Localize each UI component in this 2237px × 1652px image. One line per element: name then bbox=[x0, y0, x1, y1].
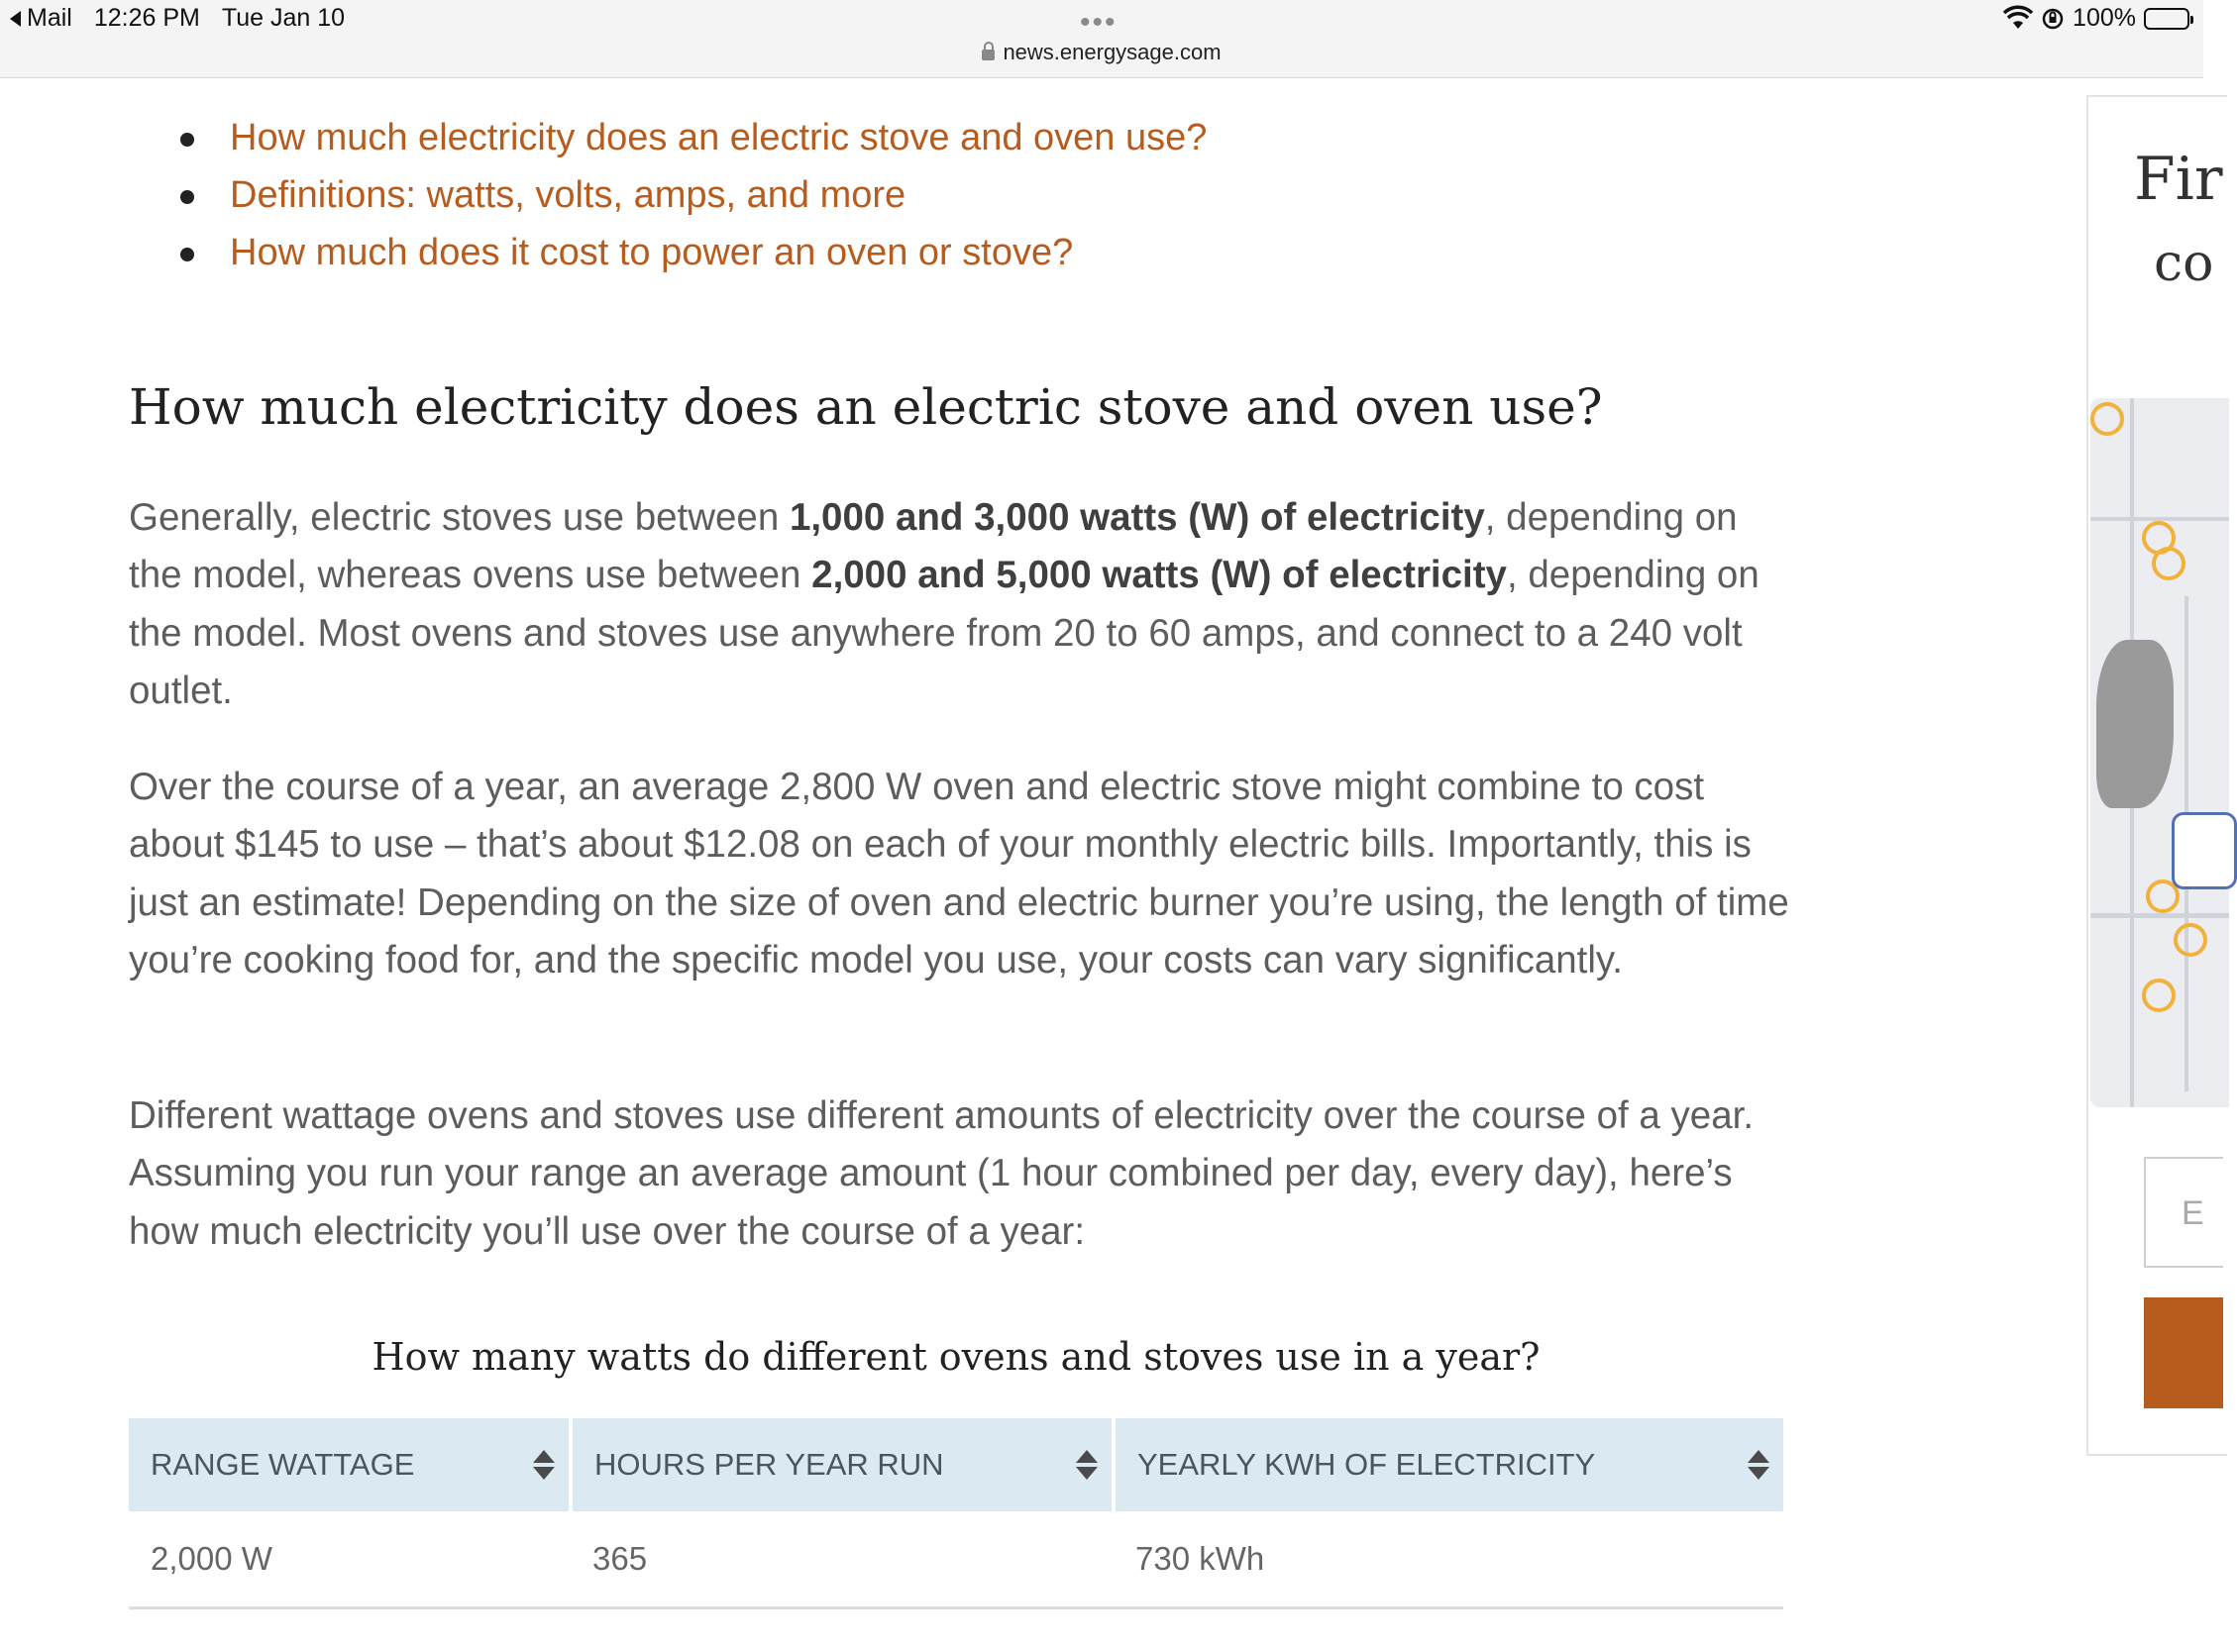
wifi-icon bbox=[2003, 7, 2033, 31]
back-arrow-icon bbox=[10, 11, 21, 27]
column-header-yearly-kwh[interactable]: YEARLY KWH OF ELECTRICITY bbox=[1114, 1418, 1783, 1511]
paragraph-cost: Over the course of a year, an average 2,800 W oven and electric stove might combine to cost about $145 to use – that’s about $12.08 on each of your monthly electric bills. Importantly, this is just an estimate! Depending on the size of oven and electric burner you’re using, the length of time you’re cooking food for, and the specific model you use, your costs can vary significantly. bbox=[129, 766, 1789, 981]
column-header-hours-per-year[interactable]: HOURS PER YEAR RUN bbox=[571, 1418, 1114, 1511]
sort-icon[interactable] bbox=[1748, 1450, 1769, 1482]
toc-link[interactable]: How much electricity does an electric stove and oven use? bbox=[178, 109, 1207, 166]
back-to-app-button[interactable] bbox=[10, 4, 72, 33]
lock-icon bbox=[982, 50, 995, 60]
cell-kwh: 730 kWh bbox=[1114, 1511, 1783, 1608]
address-bar[interactable] bbox=[0, 40, 2203, 65]
paragraph-usage: Different wattage ovens and stoves use different amounts of electricity over the course of a year. Assuming you run your range an average amount (1 hour combined per day, every day), here’s how much electricity you’ll use over the course of a year: bbox=[129, 1094, 1755, 1253]
toc-link[interactable]: Definitions: watts, volts, amps, and more bbox=[178, 166, 1207, 224]
status-bar bbox=[0, 0, 2203, 78]
submit-button[interactable] bbox=[2144, 1297, 2223, 1408]
toc-link[interactable]: How much does it cost to power an oven or stove? bbox=[178, 224, 1207, 281]
table-title: How many watts do different ovens and stoves use in a year? bbox=[372, 1335, 1541, 1379]
battery-icon bbox=[2144, 8, 2189, 30]
sort-icon[interactable] bbox=[533, 1450, 555, 1482]
table-row bbox=[129, 1511, 1783, 1608]
installer-map[interactable] bbox=[2090, 398, 2229, 1107]
url-text: news.energysage.com bbox=[1003, 40, 1222, 64]
sidebar-subtitle: co bbox=[2154, 234, 2214, 293]
map-marker-icon[interactable] bbox=[2174, 923, 2207, 957]
table-of-contents bbox=[178, 109, 1207, 281]
column-header-range-wattage[interactable]: RANGE WATTAGE bbox=[129, 1418, 571, 1511]
section-heading: How much electricity does an electric stove and oven use? bbox=[129, 378, 1603, 436]
map-popup[interactable] bbox=[2172, 812, 2237, 889]
map-lake bbox=[2096, 640, 2174, 808]
multitasking-dots-icon[interactable]: ••• bbox=[1080, 6, 1118, 39]
sort-icon[interactable] bbox=[1076, 1450, 1098, 1482]
orientation-lock-icon bbox=[2041, 7, 2065, 31]
battery-percent: 100% bbox=[2073, 4, 2136, 32]
cell-range-wattage: 2,000 W bbox=[129, 1511, 571, 1608]
email-input[interactable]: E bbox=[2144, 1157, 2223, 1268]
back-app-label: Mail bbox=[27, 4, 72, 32]
map-marker-icon[interactable] bbox=[2152, 547, 2185, 580]
cell-hours: 365 bbox=[571, 1511, 1114, 1608]
status-date: Tue Jan 10 bbox=[221, 4, 346, 32]
map-marker-icon[interactable] bbox=[2142, 979, 2176, 1012]
map-marker-icon[interactable] bbox=[2090, 402, 2124, 436]
sidebar-title: Fir bbox=[2134, 145, 2223, 214]
paragraph-wattage: Generally, electric stoves use between 1,000 and 3,000 watts (W) of electricity, depending on the model, whereas ovens use between 2,000 and 5,000 watts (W) of electricity, depending on the model. Most ovens and stoves use anywhere from 20 to 60 amps, and connect to a 240 volt outlet. bbox=[129, 496, 1759, 712]
status-time: 12:26 PM bbox=[93, 4, 200, 32]
wattage-table bbox=[129, 1418, 1783, 1609]
